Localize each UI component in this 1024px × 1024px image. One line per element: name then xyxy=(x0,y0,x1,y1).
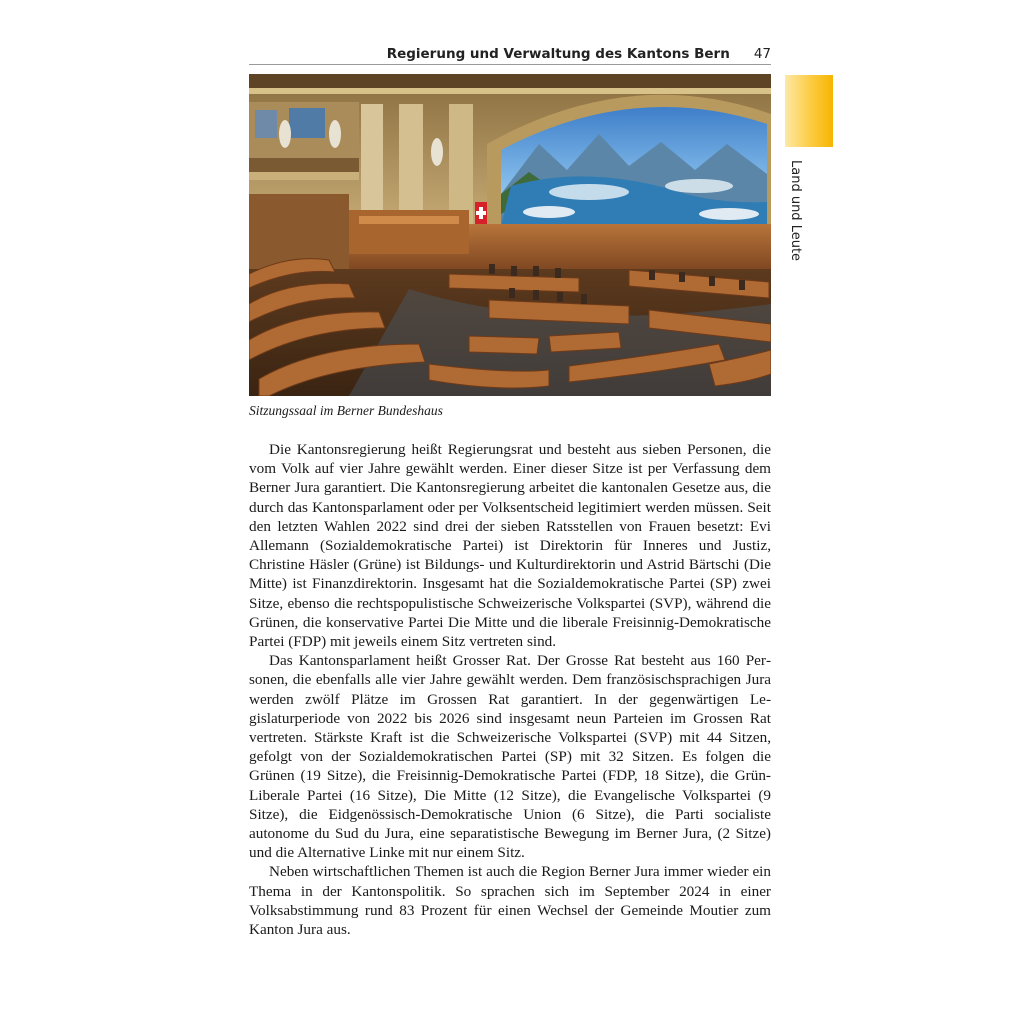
chapter-label: Land und Leute xyxy=(788,160,803,262)
parliament-photo xyxy=(249,74,771,396)
paragraph: Neben wirtschaftlichen Themen ist auch die Region Berner Jura immer wieder ein Thema in der Kantonspolitik. So sprachen sich im September 2024 in einer Volksabstimmung rund 83 Prozent für einen Wechsel der Gemeinde Moutier zum Kanton Jura aus. xyxy=(249,863,771,939)
parliament-hall-illustration xyxy=(249,74,771,396)
running-title: Regierung und Verwaltung des Kantons Bern xyxy=(386,46,730,62)
page-number: 47 xyxy=(753,46,771,62)
paragraph: Das Kantonsparlament heißt Grosser Rat. Der Grosse Rat besteht aus 160 Personen, die ebenfalls alle vier Jahre gewählt werden. Dem französischsprachigen Jura werden zwölf Plätze im Grossen Rat garantiert. In der gegenwärtigen Legislaturperiode von 2022 bis 2026 sind insgesamt neun Parteien im Grossen Rat vertreten. Stärkste Kraft ist die Schweizerische Volkspartei (SVP) mit 44 Sitzen, gefolgt von der Sozialdemokratischen Partei (SP) mit 32 Sitzen. Es folgen die Grünen (19 Sitze), die Freisinnig-Demokratische Partei (FDP, 18 Sitze), die Grün-Liberale Partei (16 Sitze), Die Mitte (12 Sitze), die Evangelische Volkspartei (9 Sitze), die Eidgenössisch-Demokratische Union (6 Sitze), die Parti socialiste autonome du Sud du Jura, eine separatistische Bewegung im Berner Jura, (2 Sitze) und die Alternative Linke mit nur einem Sitz. xyxy=(249,652,771,862)
main-text xyxy=(249,440,771,939)
chapter-tab xyxy=(785,75,833,147)
running-header xyxy=(249,44,771,65)
paragraph: Die Kantonsregierung heißt Regierungsrat und besteht aus sieben Personen, die vom Volk auf vier Jahre gewählt werden. Einer dieser Sitze ist per Verfassung dem Berner Jura garantiert. Die Kantonsregierung arbeitet die kantonalen Gesetze aus, die durch das Kantonsparlament oder per Volksentscheid legitimiert werden müssen. Seit den letzten Wahlen 2022 sind drei der sieben Ratsstellen von Frauen besetzt: Evi Allemann (Sozialdemokratische Partei) ist Direktorin für Inneres und Justiz, Christine Häsler (Grüne) ist Bildungs- und Kulturdirektorin und Astrid Bärtschi (Die Mitte) ist Finanzdirektorin. Insgesamt hat die Sozialdemokratische Partei (SP) zwei Sitze, ebenso die rechtspopulistische Schweizerische Volkspartei (SVP), während die Grünen, die konservative Partei Die Mitte und die liberale Freisinnig-Demokratische Partei (FDP) mit jeweils einem Sitz vertreten sind. xyxy=(249,441,771,651)
photo-caption: Sitzungssaal im Berner Bundeshaus xyxy=(249,403,443,418)
